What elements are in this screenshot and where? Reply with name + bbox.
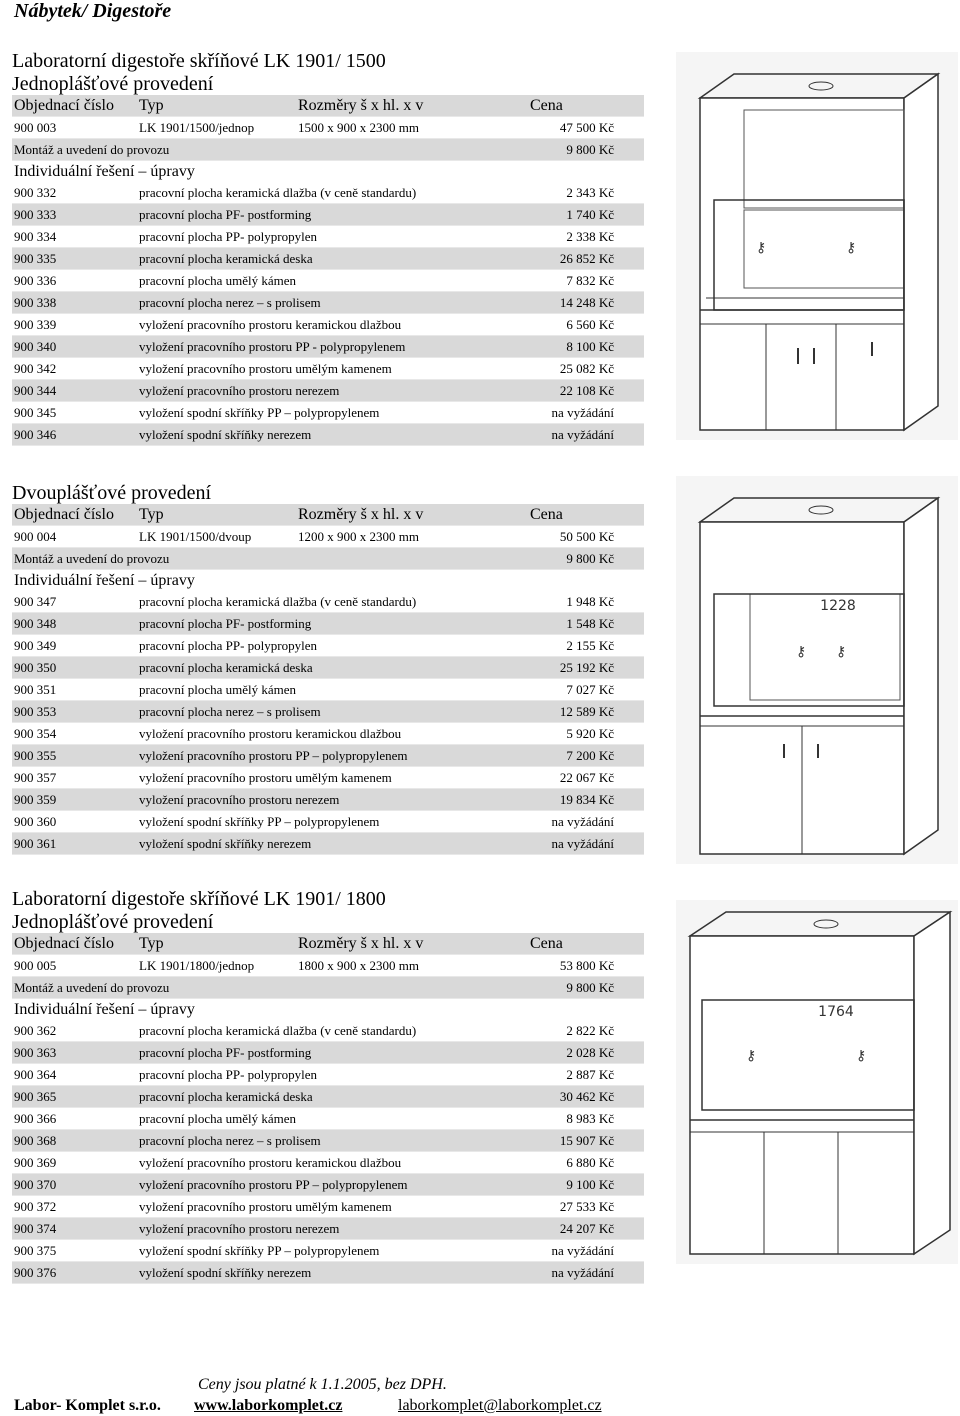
option-row: [12, 380, 644, 402]
option-code: 900 348: [14, 616, 57, 631]
option-description: pracovní plocha umělý kámen: [139, 273, 297, 288]
option-code: 900 376: [14, 1265, 57, 1280]
option-row: [12, 270, 644, 292]
option-description: pracovní plocha keramická deska: [139, 251, 313, 266]
col-type-header: Typ: [139, 935, 164, 952]
option-description: vyložení spodní skříňky PP – polypropylenem: [139, 405, 380, 420]
option-row: [12, 204, 644, 226]
option-row: [12, 424, 644, 446]
option-code: 900 339: [14, 317, 57, 332]
col-price-header: Cena: [530, 935, 563, 952]
product-type: LK 1901/1500/dvoup: [139, 529, 252, 544]
option-code: 900 335: [14, 251, 57, 266]
option-description: vyložení pracovního prostoru keramickou dlažbou: [139, 317, 402, 332]
option-description: pracovní plocha PF- postforming: [139, 207, 312, 222]
section-subtitle: Jednoplášťové provedení: [12, 911, 214, 933]
option-row: [12, 1042, 644, 1064]
option-price: 8 100 Kč: [566, 339, 614, 354]
product-type: LK 1901/1500/jednop: [139, 120, 255, 135]
option-code: 900 369: [14, 1155, 57, 1170]
website-link[interactable]: www.laborkomplet.cz: [194, 1397, 343, 1414]
option-price: 30 462 Kč: [559, 1089, 614, 1104]
option-description: vyložení spodní skříňky nerezem: [139, 836, 312, 851]
section-title: Laboratorní digestoře skříňové LK 1901/ 1800: [12, 888, 386, 910]
table-header: [12, 504, 644, 526]
product-price: 50 500 Kč: [559, 529, 614, 544]
option-description: pracovní plocha nerez – s prolisem: [139, 1133, 321, 1148]
option-row: [12, 1240, 644, 1262]
install-price: 9 800 Kč: [566, 551, 614, 566]
option-price: na vyžádání: [551, 814, 614, 829]
option-code: 900 355: [14, 748, 57, 763]
option-price: na vyžádání: [551, 1243, 614, 1258]
option-row: [12, 679, 644, 701]
option-row: [12, 635, 644, 657]
option-price: 2 155 Kč: [566, 638, 614, 653]
option-description: vyložení pracovního prostoru nerezem: [139, 383, 340, 398]
option-price: 12 589 Kč: [559, 704, 614, 719]
option-description: pracovní plocha PF- postforming: [139, 1045, 312, 1060]
option-row: [12, 1064, 644, 1086]
option-code: 900 340: [14, 339, 57, 354]
option-row: [12, 591, 644, 613]
price-validity-note: Ceny jsou platné k 1.1.2005, bez DPH.: [198, 1376, 447, 1393]
option-description: pracovní plocha nerez – s prolisem: [139, 295, 321, 310]
col-type-header: Typ: [139, 506, 164, 523]
option-code: 900 336: [14, 273, 57, 288]
svg-text:⚷: ⚷: [836, 644, 847, 660]
option-price: na vyžádání: [551, 405, 614, 420]
col-code-header: Objednací číslo: [14, 506, 114, 523]
option-description: vyložení pracovního prostoru PP - polypropylenem: [139, 339, 406, 354]
option-description: vyložení pracovního prostoru nerezem: [139, 792, 340, 807]
fume-hood-drawing-1500-single: [676, 52, 958, 440]
option-code: 900 360: [14, 814, 57, 829]
option-row: [12, 613, 644, 635]
table-header: [12, 95, 644, 117]
option-row: [12, 767, 644, 789]
section-subtitle: Jednoplášťové provedení: [12, 73, 214, 95]
option-row: [12, 226, 644, 248]
option-price: 26 852 Kč: [559, 251, 614, 266]
product-code: 900 003: [14, 120, 57, 135]
option-code: 900 374: [14, 1221, 57, 1236]
option-price: na vyžádání: [551, 1265, 614, 1280]
option-description: pracovní plocha keramická deska: [139, 1089, 313, 1104]
option-price: 2 338 Kč: [566, 229, 614, 244]
option-code: 900 333: [14, 207, 57, 222]
price-section-lk1901-1500-double: [12, 482, 644, 855]
product-row: [12, 955, 644, 977]
product-code: 900 004: [14, 529, 57, 544]
option-description: vyložení spodní skříňky PP – polypropylenem: [139, 1243, 380, 1258]
option-code: 900 366: [14, 1111, 57, 1126]
option-price: 25 082 Kč: [559, 361, 614, 376]
option-code: 900 368: [14, 1133, 57, 1148]
option-price: 25 192 Kč: [559, 660, 614, 675]
option-code: 900 332: [14, 185, 57, 200]
option-row: [12, 1108, 644, 1130]
price-section-lk1901-1500-single: [12, 50, 644, 446]
option-description: vyložení spodní skříňky nerezem: [139, 1265, 312, 1280]
svg-text:⚷: ⚷: [756, 240, 767, 256]
option-description: vyložení pracovního prostoru PP – polypropylenem: [139, 1177, 408, 1192]
custom-options-heading: [12, 161, 644, 182]
option-row: [12, 1020, 644, 1042]
product-price: 53 800 Kč: [559, 958, 614, 973]
custom-options-label: Individuální řešení – úpravy: [14, 1001, 195, 1018]
option-row: [12, 402, 644, 424]
option-code: 900 362: [14, 1023, 57, 1038]
option-description: vyložení pracovního prostoru umělým kamenem: [139, 770, 392, 785]
option-row: [12, 1196, 644, 1218]
option-description: pracovní plocha keramická dlažba (v ceně standardu): [139, 594, 417, 609]
option-code: 900 364: [14, 1067, 57, 1082]
option-row: [12, 1086, 644, 1108]
option-code: 900 342: [14, 361, 57, 376]
option-code: 900 354: [14, 726, 57, 741]
option-row: [12, 657, 644, 679]
svg-text:⚷: ⚷: [856, 1048, 867, 1064]
option-row: [12, 1174, 644, 1196]
option-row: [12, 358, 644, 380]
option-price: 22 067 Kč: [559, 770, 614, 785]
col-code-header: Objednací číslo: [14, 935, 114, 952]
option-price: 7 027 Kč: [566, 682, 614, 697]
option-price: 1 948 Kč: [566, 594, 614, 609]
option-price: 19 834 Kč: [559, 792, 614, 807]
option-price: 6 880 Kč: [566, 1155, 614, 1170]
option-code: 900 346: [14, 427, 57, 442]
option-row: [12, 336, 644, 358]
page-title: Nábytek/ Digestoře: [14, 0, 172, 22]
option-row: [12, 292, 644, 314]
option-price: 7 832 Kč: [566, 273, 614, 288]
product-row: [12, 117, 644, 139]
option-code: 900 349: [14, 638, 57, 653]
custom-options-heading: [12, 999, 644, 1020]
option-price: 1 548 Kč: [566, 616, 614, 631]
option-row: [12, 745, 644, 767]
custom-options-label: Individuální řešení – úpravy: [14, 163, 195, 180]
option-row: [12, 1152, 644, 1174]
company-name: Labor- Komplet s.r.o.: [14, 1397, 161, 1414]
option-price: 22 108 Kč: [559, 383, 614, 398]
product-code: 900 005: [14, 958, 57, 973]
option-row: [12, 1130, 644, 1152]
option-description: vyložení pracovního prostoru keramickou dlažbou: [139, 726, 402, 741]
custom-options-label: Individuální řešení – úpravy: [14, 572, 195, 589]
svg-text:⚷: ⚷: [746, 1048, 757, 1064]
option-row: [12, 182, 644, 204]
fume-hood-drawing-1500-double: [676, 476, 958, 864]
col-code-header: Objednací číslo: [14, 97, 114, 114]
option-row: [12, 314, 644, 336]
option-description: pracovní plocha PF- postforming: [139, 616, 312, 631]
option-description: vyložení pracovního prostoru keramickou dlažbou: [139, 1155, 402, 1170]
svg-text:⚷: ⚷: [846, 240, 857, 256]
option-price: 2 343 Kč: [566, 185, 614, 200]
option-description: pracovní plocha PP- polypropylen: [139, 638, 317, 653]
drawing-label: 1764: [818, 1004, 854, 1020]
option-description: pracovní plocha keramická dlažba (v ceně standardu): [139, 185, 417, 200]
option-code: 900 345: [14, 405, 57, 420]
option-description: pracovní plocha PP- polypropylen: [139, 1067, 317, 1082]
install-price: 9 800 Kč: [566, 980, 614, 995]
option-code: 900 334: [14, 229, 57, 244]
option-description: vyložení pracovního prostoru umělým kamenem: [139, 361, 392, 376]
option-row: [12, 701, 644, 723]
install-row: [12, 139, 644, 161]
option-price: na vyžádání: [551, 427, 614, 442]
option-description: vyložení pracovního prostoru umělým kamenem: [139, 1199, 392, 1214]
install-row: [12, 548, 644, 570]
option-code: 900 353: [14, 704, 57, 719]
option-code: 900 372: [14, 1199, 57, 1214]
option-code: 900 357: [14, 770, 57, 785]
option-code: 900 361: [14, 836, 57, 851]
option-code: 900 365: [14, 1089, 57, 1104]
option-code: 900 363: [14, 1045, 57, 1060]
option-row: [12, 1262, 644, 1284]
option-price: 1 740 Kč: [566, 207, 614, 222]
option-code: 900 351: [14, 682, 57, 697]
option-price: 24 207 Kč: [559, 1221, 614, 1236]
options-list: [12, 182, 644, 446]
option-description: pracovní plocha keramická dlažba (v ceně standardu): [139, 1023, 417, 1038]
drawing-label: 1228: [820, 598, 856, 614]
option-description: pracovní plocha keramická deska: [139, 660, 313, 675]
product-row: [12, 526, 644, 548]
custom-options-heading: [12, 570, 644, 591]
col-price-header: Cena: [530, 97, 563, 114]
email-link[interactable]: laborkomplet@laborkomplet.cz: [398, 1397, 602, 1414]
option-price: 8 983 Kč: [566, 1111, 614, 1126]
svg-text:⚷: ⚷: [796, 644, 807, 660]
option-description: pracovní plocha nerez – s prolisem: [139, 704, 321, 719]
option-row: [12, 723, 644, 745]
option-price: 2 822 Kč: [566, 1023, 614, 1038]
option-row: [12, 248, 644, 270]
option-price: 27 533 Kč: [559, 1199, 614, 1214]
install-label: Montáž a uvedení do provozu: [14, 551, 170, 566]
install-price: 9 800 Kč: [566, 142, 614, 157]
product-type: LK 1901/1800/jednop: [139, 958, 255, 973]
option-price: 6 560 Kč: [566, 317, 614, 332]
option-description: pracovní plocha PP- polypropylen: [139, 229, 317, 244]
option-description: vyložení spodní skříňky nerezem: [139, 427, 312, 442]
option-code: 900 338: [14, 295, 57, 310]
option-row: [12, 811, 644, 833]
product-price: 47 500 Kč: [559, 120, 614, 135]
col-dims-header: Rozměry š x hl. x v: [298, 506, 424, 523]
install-row: [12, 977, 644, 999]
option-price: 2 887 Kč: [566, 1067, 614, 1082]
option-row: [12, 833, 644, 855]
product-dims: 1200 x 900 x 2300 mm: [298, 529, 419, 544]
option-code: 900 344: [14, 383, 57, 398]
install-label: Montáž a uvedení do provozu: [14, 142, 170, 157]
table-header: [12, 933, 644, 955]
col-dims-header: Rozměry š x hl. x v: [298, 97, 424, 114]
section-title: Laboratorní digestoře skříňové LK 1901/ 1500: [12, 50, 386, 72]
product-dims: 1500 x 900 x 2300 mm: [298, 120, 419, 135]
option-description: vyložení pracovního prostoru nerezem: [139, 1221, 340, 1236]
col-type-header: Typ: [139, 97, 164, 114]
option-description: pracovní plocha umělý kámen: [139, 682, 297, 697]
option-code: 900 347: [14, 594, 57, 609]
option-row: [12, 1218, 644, 1240]
option-price: na vyžádání: [551, 836, 614, 851]
option-code: 900 370: [14, 1177, 57, 1192]
price-section-lk1901-1800-single: [12, 888, 644, 1284]
option-description: pracovní plocha umělý kámen: [139, 1111, 297, 1126]
col-price-header: Cena: [530, 506, 563, 523]
option-price: 15 907 Kč: [559, 1133, 614, 1148]
option-code: 900 359: [14, 792, 57, 807]
option-price: 5 920 Kč: [566, 726, 614, 741]
col-dims-header: Rozměry š x hl. x v: [298, 935, 424, 952]
option-code: 900 350: [14, 660, 57, 675]
section-subtitle: Dvouplášťové provedení: [12, 482, 212, 504]
options-list: [12, 1020, 644, 1284]
option-description: vyložení pracovního prostoru PP – polypropylenem: [139, 748, 408, 763]
option-price: 2 028 Kč: [566, 1045, 614, 1060]
option-price: 9 100 Kč: [566, 1177, 614, 1192]
product-dims: 1800 x 900 x 2300 mm: [298, 958, 419, 973]
option-price: 14 248 Kč: [559, 295, 614, 310]
install-label: Montáž a uvedení do provozu: [14, 980, 170, 995]
option-price: 7 200 Kč: [566, 748, 614, 763]
option-row: [12, 789, 644, 811]
option-description: vyložení spodní skříňky PP – polypropylenem: [139, 814, 380, 829]
options-list: [12, 591, 644, 855]
fume-hood-drawing-1800-single: [676, 900, 958, 1264]
option-code: 900 375: [14, 1243, 57, 1258]
